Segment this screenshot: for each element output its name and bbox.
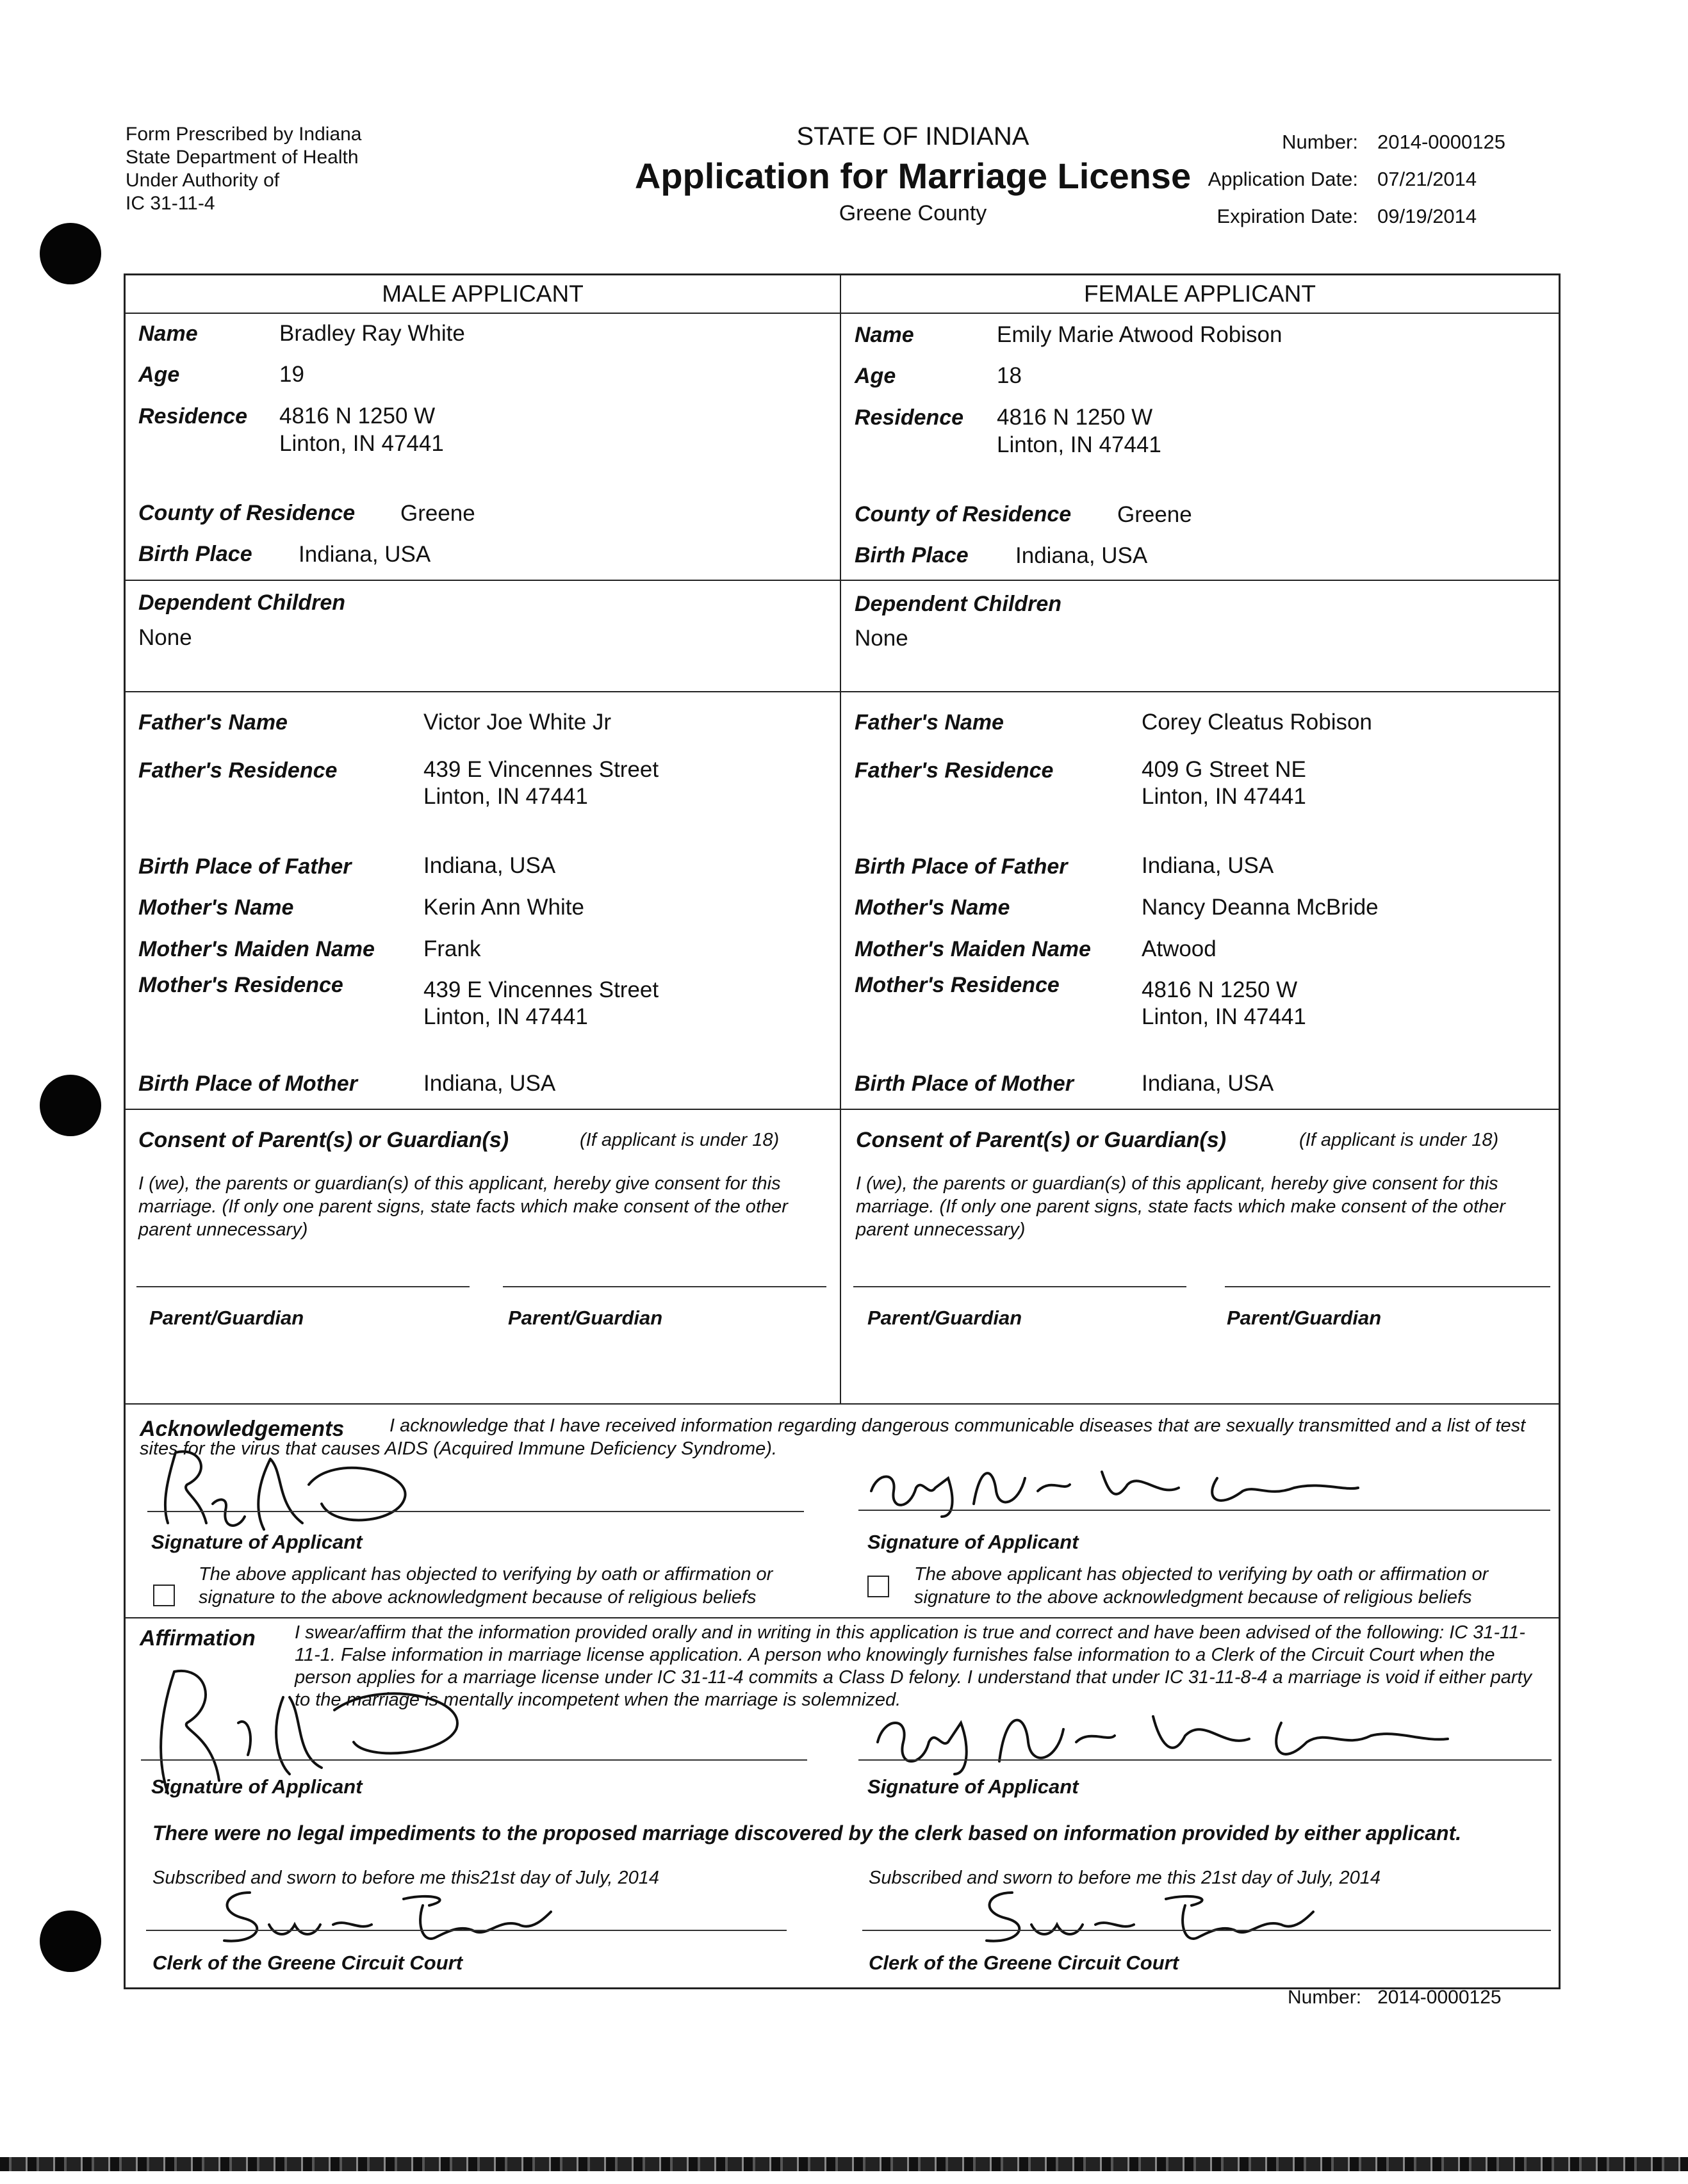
footer-number: 2014-0000125: [1377, 1987, 1502, 2008]
affirmation-title: Affirmation: [140, 1626, 256, 1650]
parent-signature-line: [1225, 1286, 1550, 1287]
female-ack-signature: [858, 1453, 1371, 1523]
consent-title: Consent of Parent(s) or Guardian(s): [138, 1128, 509, 1152]
birth-place-label: Birth Place: [855, 543, 969, 567]
female-religious-objection-checkbox[interactable]: [867, 1576, 889, 1597]
no-impediments-statement: There were no legal impediments to the proposed marriage discovered by the clerk based on information provided by either applicant.: [152, 1821, 1462, 1845]
punch-hole-top: [40, 223, 101, 284]
consent-title: Consent of Parent(s) or Guardian(s): [856, 1128, 1227, 1152]
male-mother-name: Kerin Ann White: [423, 895, 584, 920]
clerk-title: Clerk of the Greene Circuit Court: [869, 1952, 1179, 1974]
prescribed-by: [126, 123, 362, 215]
male-father-residence-line2: Linton, IN 47441: [423, 784, 588, 809]
footer-license-number: [1288, 1987, 1502, 2009]
license-meta: [1076, 131, 1537, 242]
county-label: County of Residence: [855, 502, 1072, 526]
signature-of-applicant-label: Signature of Applicant: [867, 1531, 1079, 1553]
signature-of-applicant-label: Signature of Applicant: [151, 1775, 363, 1798]
male-residence-line2: Linton, IN 47441: [279, 431, 444, 456]
female-father-residence-line2: Linton, IN 47441: [1142, 784, 1306, 809]
mothers-residence-label: Mother's Residence: [138, 973, 343, 997]
acknowledgements-title: Acknowledgements: [140, 1417, 345, 1441]
sworn-statement-left: Subscribed and sworn to before me this21st day of July, 2014: [152, 1868, 659, 1888]
parent-guardian-label: Parent/Guardian: [1227, 1307, 1382, 1329]
divider: [124, 1109, 1561, 1110]
birth-place-father-label: Birth Place of Father: [138, 854, 352, 879]
male-dependent-children: None: [138, 625, 192, 650]
clerk-signature-left: [199, 1880, 557, 1950]
consent-text: I (we), the parents or guardian(s) of this applicant, hereby give consent for this marriage. (If only one parent signs, state facts which make consent of the other parent unnecessary): [138, 1173, 788, 1240]
signature-line: [141, 1759, 807, 1761]
female-father-birth-place: Indiana, USA: [1142, 853, 1274, 878]
male-age: 19: [279, 362, 304, 387]
age-label: Age: [855, 364, 896, 388]
dependent-children-label: Dependent Children: [138, 591, 346, 615]
birth-place-label: Birth Place: [138, 542, 252, 566]
male-father-name: Victor Joe White Jr: [423, 710, 612, 735]
female-mother-birth-place: Indiana, USA: [1142, 1071, 1274, 1096]
male-applicant-heading: MALE APPLICANT: [382, 281, 584, 307]
sworn-statement-right: Subscribed and sworn to before me this 21st day of July, 2014: [869, 1868, 1381, 1888]
clerk-title: Clerk of the Greene Circuit Court: [152, 1952, 463, 1974]
fathers-name-label: Father's Name: [138, 710, 288, 735]
male-mother-residence-line2: Linton, IN 47441: [423, 1004, 588, 1029]
signature-of-applicant-label: Signature of Applicant: [867, 1775, 1079, 1798]
male-mother-residence-line1: 439 E Vincennes Street: [423, 977, 659, 1002]
mothers-name-label: Mother's Name: [138, 895, 294, 920]
page-title: Application for Marriage License: [634, 156, 1192, 196]
signature-line: [147, 1511, 804, 1512]
residence-label: Residence: [855, 405, 964, 430]
objection-text: The above applicant has objected to verifying by oath or affirmation or signature to the above acknowledgment because of religious beliefs: [199, 1564, 773, 1608]
county-label: County of Residence: [138, 501, 356, 525]
female-mother-name: Nancy Deanna McBride: [1142, 895, 1379, 920]
mothers-maiden-label: Mother's Maiden Name: [855, 937, 1091, 961]
consent-text: I (we), the parents or guardian(s) of this applicant, hereby give consent for this marriage. (If only one parent signs, state facts which make consent of the other parent unnecessary): [856, 1173, 1505, 1240]
mothers-name-label: Mother's Name: [855, 895, 1010, 920]
signature-of-applicant-label: Signature of Applicant: [151, 1531, 363, 1553]
female-father-name: Corey Cleatus Robison: [1142, 710, 1372, 735]
divider: [124, 691, 1561, 692]
female-applicant-heading: FEMALE APPLICANT: [1084, 281, 1316, 307]
clerk-signature-right: [961, 1880, 1320, 1950]
divider: [124, 1403, 1561, 1405]
male-mother-maiden: Frank: [423, 936, 481, 961]
male-father-birth-place: Indiana, USA: [423, 853, 556, 878]
punch-hole-bottom: [40, 1911, 101, 1972]
female-residence-line1: 4816 N 1250 W: [997, 405, 1153, 430]
fathers-residence-label: Father's Residence: [855, 758, 1054, 783]
male-birth-place: Indiana, USA: [299, 542, 431, 567]
prescribed-line: Under Authority of: [126, 170, 280, 191]
affirmation-text-body: I swear/affirm that the information provided orally and in writing in this application is true and correct and have been advised of the following: IC 31-11-11-1. False information in marriage license application. A person who knowingly furnishes false information to a Clerk of the Circuit Court when the person applies for a marriage license under IC 31-11-4 commits a Class D felony. I understand that under IC 31-11-8-4 a marriage is void if either party to the marriage is mentally incompetent when the marriage is solemnized.: [295, 1622, 1532, 1710]
column-divider: [840, 273, 841, 1403]
parent-guardian-label: Parent/Guardian: [149, 1307, 304, 1329]
female-name: Emily Marie Atwood Robison: [997, 322, 1282, 347]
name-label: Name: [855, 323, 914, 347]
male-father-residence-line1: 439 E Vincennes Street: [423, 757, 659, 782]
mothers-maiden-label: Mother's Maiden Name: [138, 937, 375, 961]
female-county: Greene: [1117, 502, 1192, 527]
female-mother-residence-line1: 4816 N 1250 W: [1142, 977, 1298, 1002]
state-name: STATE OF INDIANA: [796, 122, 1029, 151]
footer-number-label: Number:: [1288, 1987, 1362, 2008]
female-age: 18: [997, 363, 1022, 388]
prescribed-line: State Department of Health: [126, 147, 359, 168]
birth-place-mother-label: Birth Place of Mother: [138, 1072, 357, 1096]
female-birth-place: Indiana, USA: [1015, 543, 1148, 568]
objection-text: The above applicant has objected to verifying by oath or affirmation or signature to the above acknowledgment because of religious beliefs: [914, 1564, 1489, 1608]
parent-signature-line: [503, 1286, 826, 1287]
female-affirmation-signature: [858, 1697, 1461, 1787]
prescribed-line: IC 31-11-4: [126, 193, 215, 214]
birth-place-mother-label: Birth Place of Mother: [855, 1072, 1074, 1096]
acknowledgements-text-body: I acknowledge that I have received information regarding dangerous communicable diseases that are sexually transmitted and a list of test sites for the virus that causes AIDS (Acquired Immune Deficiency Syndrome).: [140, 1415, 1526, 1459]
age-label: Age: [138, 363, 180, 387]
male-name: Bradley Ray White: [279, 321, 465, 346]
divider: [124, 580, 1561, 581]
signature-line: [858, 1759, 1552, 1761]
signature-line: [858, 1510, 1550, 1511]
fathers-name-label: Father's Name: [855, 710, 1004, 735]
female-residence-line2: Linton, IN 47441: [997, 432, 1161, 457]
female-mother-residence-line2: Linton, IN 47441: [1142, 1004, 1306, 1029]
male-mother-birth-place: Indiana, USA: [423, 1071, 556, 1096]
number-label: Number:: [1282, 131, 1358, 153]
divider: [124, 313, 1561, 314]
male-county: Greene: [400, 501, 475, 526]
scan-edge: [0, 2157, 1688, 2171]
parent-signature-line: [853, 1286, 1186, 1287]
clerk-signature-line: [146, 1930, 787, 1931]
clerk-signature-line: [862, 1930, 1551, 1931]
county-name: Greene County: [839, 201, 987, 225]
name-label: Name: [138, 322, 198, 346]
parent-guardian-label: Parent/Guardian: [867, 1307, 1022, 1329]
punch-hole-middle: [40, 1075, 101, 1136]
female-mother-maiden: Atwood: [1142, 936, 1217, 961]
license-number: 2014-0000125: [1377, 131, 1505, 153]
parent-signature-line: [136, 1286, 470, 1287]
expiration-date-label: Expiration Date:: [1217, 205, 1358, 227]
female-dependent-children: None: [855, 626, 908, 651]
consent-note: (If applicant is under 18): [580, 1130, 780, 1150]
divider: [124, 1617, 1561, 1618]
consent-note: (If applicant is under 18): [1299, 1130, 1499, 1150]
fathers-residence-label: Father's Residence: [138, 758, 338, 783]
prescribed-line: Form Prescribed by Indiana: [126, 124, 362, 145]
residence-label: Residence: [138, 404, 248, 428]
mothers-residence-label: Mother's Residence: [855, 973, 1060, 997]
male-religious-objection-checkbox[interactable]: [153, 1585, 175, 1606]
application-date: 07/21/2014: [1377, 168, 1477, 190]
birth-place-father-label: Birth Place of Father: [855, 854, 1068, 879]
application-date-label: Application Date:: [1208, 168, 1358, 190]
male-residence-line1: 4816 N 1250 W: [279, 403, 436, 428]
dependent-children-label: Dependent Children: [855, 592, 1062, 616]
parent-guardian-label: Parent/Guardian: [508, 1307, 663, 1329]
male-ack-signature: [142, 1433, 424, 1539]
expiration-date: 09/19/2014: [1377, 205, 1477, 227]
female-father-residence-line1: 409 G Street NE: [1142, 757, 1306, 782]
